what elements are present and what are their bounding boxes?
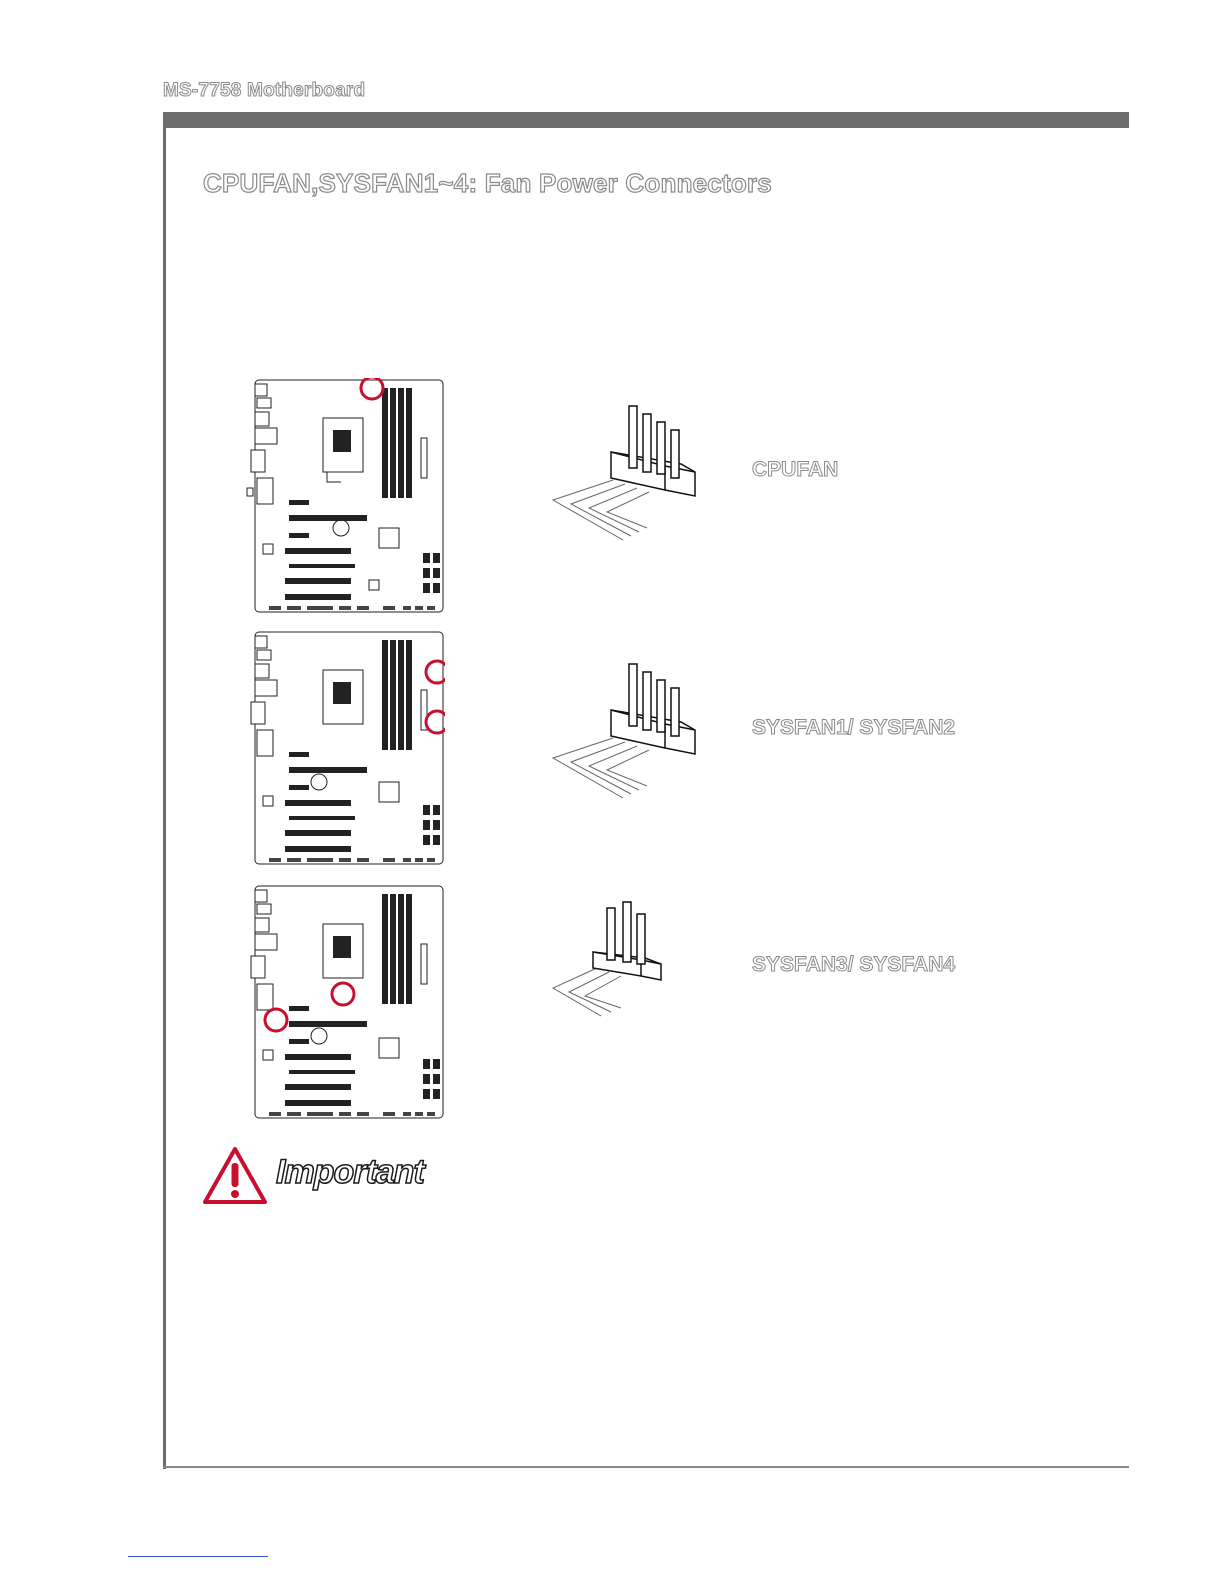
bottom-headers (269, 606, 435, 610)
important-heading: Important (276, 1153, 424, 1191)
board-outline (255, 380, 443, 612)
sata-ports (423, 553, 440, 593)
sysfan12-connector-diagram (545, 658, 725, 803)
sysfan34-connector-diagram (545, 896, 685, 1026)
cpu-socket-core (333, 430, 351, 452)
motherboard-diagram-sysfan34 (245, 884, 445, 1119)
header-bar (163, 112, 1129, 128)
sysfan12-label: SYSFAN1/ SYSFAN2 (752, 716, 956, 739)
left-rule (163, 112, 166, 1469)
bottom-rule (163, 1466, 1129, 1468)
sysfan2-highlight-marker (426, 711, 445, 733)
cpufan-label: CPUFAN (752, 458, 839, 481)
running-header: MS-7758 Motherboard (163, 80, 366, 101)
motherboard-diagram-sysfan12 (245, 630, 445, 865)
motherboard-diagram-cpufan (245, 378, 445, 613)
cpufan-connector-diagram (545, 400, 725, 545)
section-title: CPUFAN,SYSFAN1~4: Fan Power Connectors (203, 168, 772, 198)
board-io (247, 384, 277, 504)
dimm-slots (382, 388, 412, 498)
footer-link-underline (128, 1556, 268, 1557)
sysfan3-highlight-marker (332, 983, 354, 1005)
sysfan4-highlight-marker (265, 1009, 287, 1031)
cpufan-highlight-marker (361, 378, 383, 399)
warning-triangle-icon (202, 1145, 268, 1205)
sysfan34-label: SYSFAN3/ SYSFAN4 (752, 953, 956, 976)
sysfan1-highlight-marker (426, 661, 445, 683)
pcie-slots (285, 500, 367, 600)
power-24pin (421, 438, 427, 478)
important-notice (202, 1145, 424, 1205)
